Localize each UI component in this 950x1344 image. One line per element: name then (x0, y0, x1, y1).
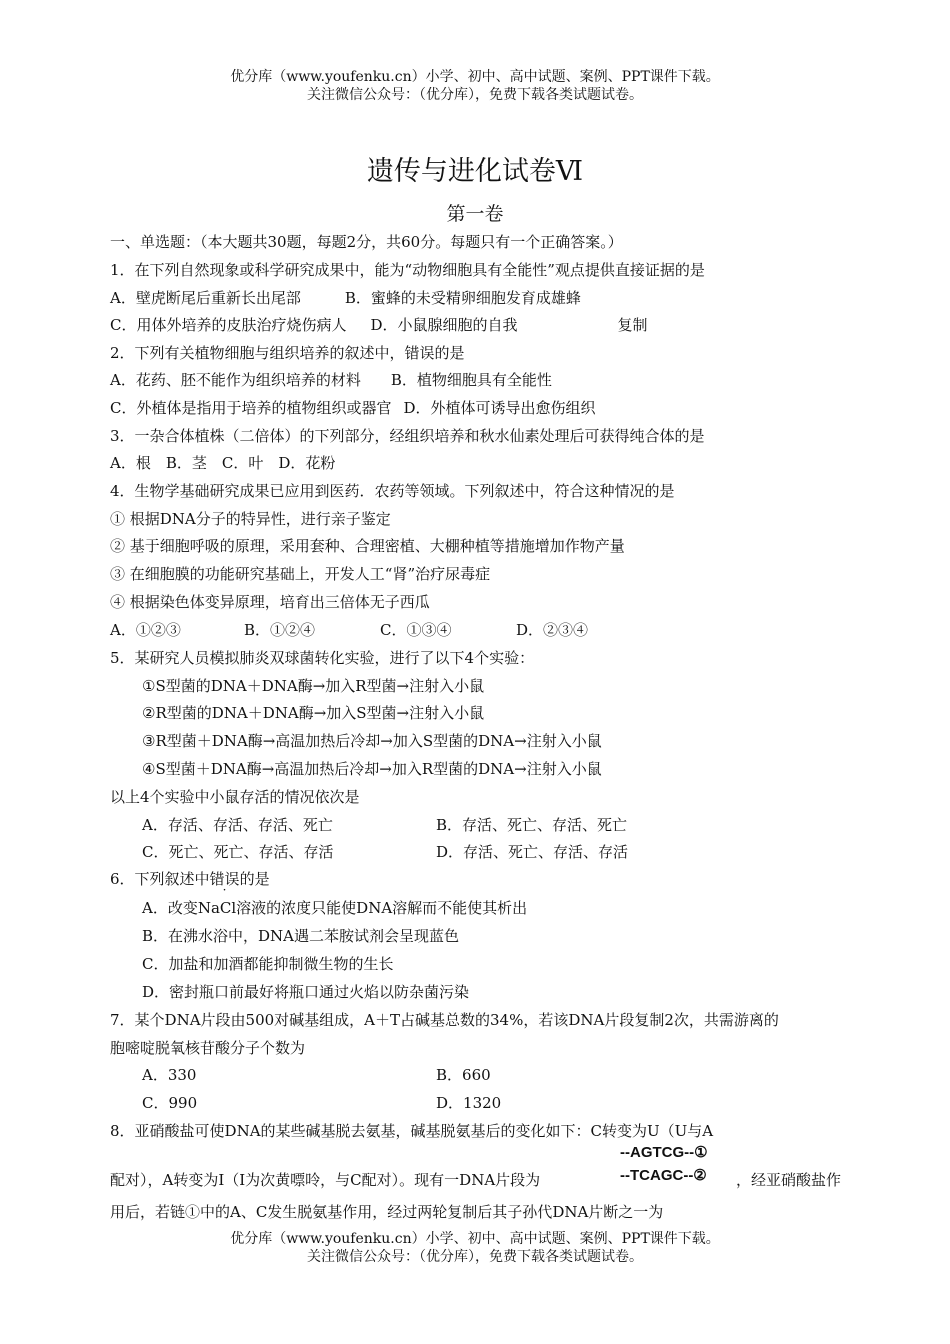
q4-item-3: ③ 在细胞膜的功能研究基础上，开发人工“肾”治疗尿毒症 (110, 565, 491, 583)
q6-stem (110, 865, 270, 893)
q8-stem-line-2-post: ，经亚硝酸盐作 (736, 1171, 842, 1189)
q4-item-1: ① 根据DNA分子的特异性，进行亲子鉴定 (110, 510, 391, 528)
header-line-2: 关注微信公众号：（优分库），免费下载各类试题试卷。 (307, 87, 643, 103)
footer-line-1: 优分库（www.youfenku.cn）小学、初中、高中试题、案例、PPT课件下载。 (230, 1231, 720, 1247)
q8-stem-line-3: 用后，若链①中的A、C发生脱氨基作用，经过两轮复制后其子孙代DNA片断之一为 (110, 1203, 664, 1221)
q7-option-d: D．1320 (436, 1094, 502, 1112)
q2-stem: 2．下列有关植物细胞与组织培养的叙述中，错误的是 (110, 344, 465, 362)
q5-stem: 5．某研究人员模拟肺炎双球菌转化实验，进行了以下4个实验： (110, 649, 535, 667)
q2-option-c: C．外植体是指用于培养的植物组织或器官 (110, 399, 392, 417)
q2-option-b: B．植物细胞具有全能性 (390, 371, 552, 389)
footer-line-2: 关注微信公众号：（优分库），免费下载各类试题试卷。 (307, 1249, 643, 1265)
page-title: 遗传与进化试卷Ⅵ (366, 156, 584, 187)
header-line-1: 优分库（www.youfenku.cn）小学、初中、高中试题、案例、PPT课件下载。 (230, 69, 720, 85)
q8-stem-line-1: 8．亚硝酸盐可使DNA的某些碱基脱去氨基，碱基脱氨基后的变化如下：C转变为U（U与A (110, 1122, 714, 1140)
q3-options: A．根 B．茎 C．叶 D．花粉 (110, 454, 336, 472)
q6-option-c: C．加盐和加酒都能抑制微生物的生长 (142, 955, 394, 973)
q4-option-c: C．①③④ (380, 621, 452, 639)
q6-stem-emphasis: 错误 (209, 870, 240, 888)
q8-dna-strand-1: --AGTCG--① (620, 1144, 708, 1161)
q1-option-a: A．壁虎断尾后重新长出尾部 (110, 289, 301, 307)
q5-option-c: C．死亡、死亡、存活、存活 (142, 843, 334, 861)
q5-option-b: B．存活、死亡、存活、死亡 (436, 816, 628, 834)
section-heading: 一、单选题：（本大题共30题，每题2分，共60分。每题只有一个正确答案。） (110, 233, 623, 251)
q2-option-a: A．花药、胚不能作为组织培养的材料 (110, 371, 361, 389)
q4-stem: 4．生物学基础研究成果已应用到医药．农药等领域。下列叙述中，符合这种情况的是 (110, 482, 675, 500)
q7-option-a: A．330 (142, 1066, 197, 1084)
q5-experiment-2: ②R型菌的DNA＋DNA酶→加入S型菌→注射入小鼠 (142, 704, 485, 722)
q7-option-b: B．660 (436, 1066, 491, 1084)
q6-option-b: B．在沸水浴中，DNA遇二苯胺试剂会呈现蓝色 (142, 927, 460, 945)
q5-option-a: A．存活、存活、存活、死亡 (142, 816, 333, 834)
q6-option-d: D．密封瓶口前最好将瓶口通过火焰以防杂菌污染 (142, 983, 470, 1001)
q1-option-c: C．用体外培养的皮肤治疗烧伤病人 (110, 316, 347, 334)
q5-experiment-1: ①S型菌的DNA＋DNA酶→加入R型菌→注射入小鼠 (142, 677, 485, 695)
q6-option-a: A．改变NaCl溶液的浓度只能使DNA溶解而不能使其析出 (142, 899, 528, 917)
q5-question: 以上4个实验中小鼠存活的情况依次是 (110, 788, 360, 806)
q8-stem-line-2-pre: 配对），A转变为I（I为次黄嘌呤，与C配对）。现有一DNA片段为 (110, 1171, 541, 1189)
q6-stem-pre: 6．下列叙述中 (110, 870, 210, 888)
q5-experiment-4: ④S型菌＋DNA酶→高温加热后冷却→加入R型菌的DNA→注射入小鼠 (142, 760, 602, 778)
q7-stem-line-2: 胞嘧啶脱氧核苷酸分子个数为 (110, 1039, 306, 1057)
q1-options-ab (110, 284, 581, 312)
q8-dna-strand-2: --TCAGC--② (620, 1167, 707, 1184)
q7-option-c: C．990 (142, 1094, 198, 1112)
q4-item-2: ② 基于细胞呼吸的原理，采用套种、合理密植、大棚种植等措施增加作物产量 (110, 537, 625, 555)
q1-options-cd (110, 311, 648, 339)
q2-options-ab (110, 366, 552, 394)
q1-option-d: D．小鼠腺细胞的自我 (370, 316, 518, 334)
q6-stem-post: 的是 (239, 870, 270, 888)
q1-option-d-tail: 复制 (617, 316, 648, 334)
q4-option-d: D．②③④ (516, 621, 589, 639)
q3-stem: 3．一杂合体植株（二倍体）的下列部分，经组织培养和秋水仙素处理后可获得纯合体的是 (110, 427, 705, 445)
q5-option-d: D．存活、死亡、存活、存活 (436, 843, 629, 861)
q1-option-b: B．蜜蜂的未受精卵细胞发育成雄蜂 (344, 289, 581, 307)
q2-option-d: D．外植体可诱导出愈伤组织 (403, 399, 596, 417)
q1-stem: 1．在下列自然现象或科学研究成果中，能为“动物细胞具有全能性”观点提供直接证据的是 (110, 261, 705, 279)
q4-option-a: A．①②③ (110, 621, 181, 639)
q2-options-cd (110, 394, 596, 422)
q4-option-b: B．①②④ (244, 621, 316, 639)
q4-item-4: ④ 根据染色体变异原理，培育出三倍体无子西瓜 (110, 593, 430, 611)
section-title: 第一卷 (446, 203, 504, 225)
q7-stem-line-1: 7．某个DNA片段由500对碱基组成，A＋T占碱基总数的34%，若该DNA片段复制2次，共需游离的 (110, 1011, 779, 1029)
q5-experiment-3: ③R型菌＋DNA酶→高温加热后冷却→加入S型菌的DNA→注射入小鼠 (142, 732, 602, 750)
